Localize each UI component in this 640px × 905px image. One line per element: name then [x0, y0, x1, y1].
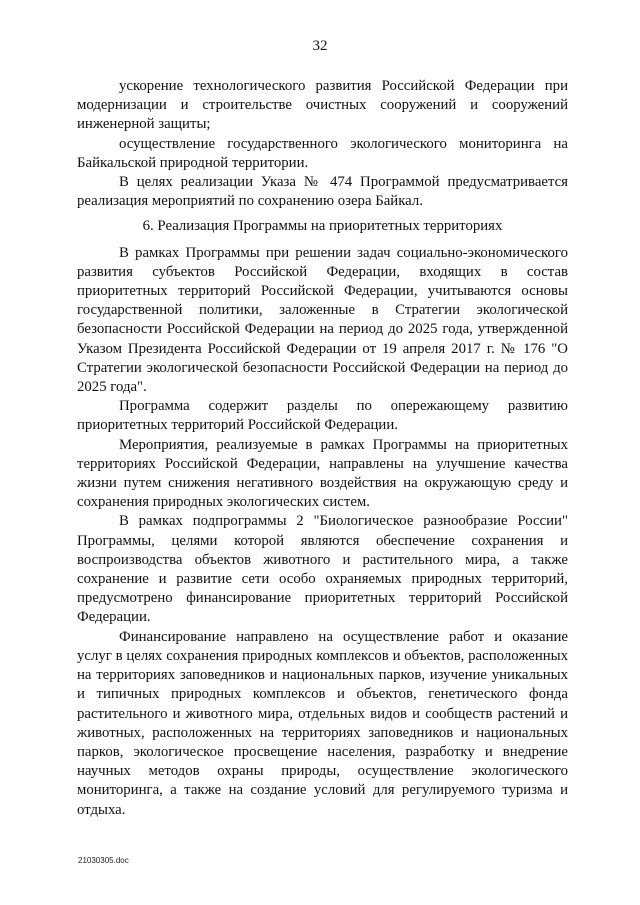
paragraph: В рамках подпрограммы 2 "Биологическое разнообразие России" Программы, целями которой являются обеспечение сохранения и воспроизводства объектов животного и растительного мира, а также сохранение и развитие сети особо охраняемых природных территорий, предусмотрено финансирование приоритетных территорий Российской Федерации.	[77, 513, 568, 626]
paragraph: Финансирование направлено на осуществление работ и оказание услуг в целях сохранения природных комплексов и объектов, расположенных на территориях заповедников и национальных парков, изучение уникальных и типичных природных комплексов и объектов, генетического фонда растительного и животного мира, отдельных видов и сообществ растений и животных, расположенных на территориях заповедников и национальных парков, экологическое просвещение населения, разработку и внедрение научных методов охраны природы, осуществление экологического мониторинга, а также на создание условий для регулируемого туризма и отдыха.	[77, 628, 568, 818]
section-heading: 6. Реализация Программы на приоритетных территориях	[142, 218, 503, 235]
document-body	[77, 77, 568, 820]
document-footer-code: 21030305.doc	[78, 856, 129, 865]
paragraph: В рамках Программы при решении задач социально-экономического развития субъектов Российской Федерации, входящих в состав приоритетных территорий Российской Федерации, учитываются основы государственной политики, заложенные в Стратегии экологической безопасности Российской Федерации на период до 2025 года, утвержденной Указом Президента Российской Федерации от 19 апреля 2017 г. № 176 "О Стратегии экологической безопасности Российской Федерации на период до 2025 года".	[77, 244, 568, 396]
paragraph: осуществление государственного экологического мониторинга на Байкальской природной территории.	[77, 135, 568, 171]
paragraph: Программа содержит разделы по опережающему развитию приоритетных территорий Российской Федерации.	[77, 398, 568, 434]
paragraph: ускорение технологического развития Российской Федерации при модернизации и строительстве очистных сооружений и сооружений инженерной защиты;	[77, 78, 568, 133]
paragraph: Мероприятия, реализуемые в рамках Программы на приоритетных территориях Российской Федерации, направлены на улучшение качества жизни путем снижения негативного воздействия на окружающую среду и сохранения природных экологических систем.	[77, 436, 568, 511]
page-number: 32	[312, 38, 328, 54]
paragraph: В целях реализации Указа № 474 Программой предусматривается реализация мероприятий по сохранению озера Байкал.	[77, 174, 568, 210]
